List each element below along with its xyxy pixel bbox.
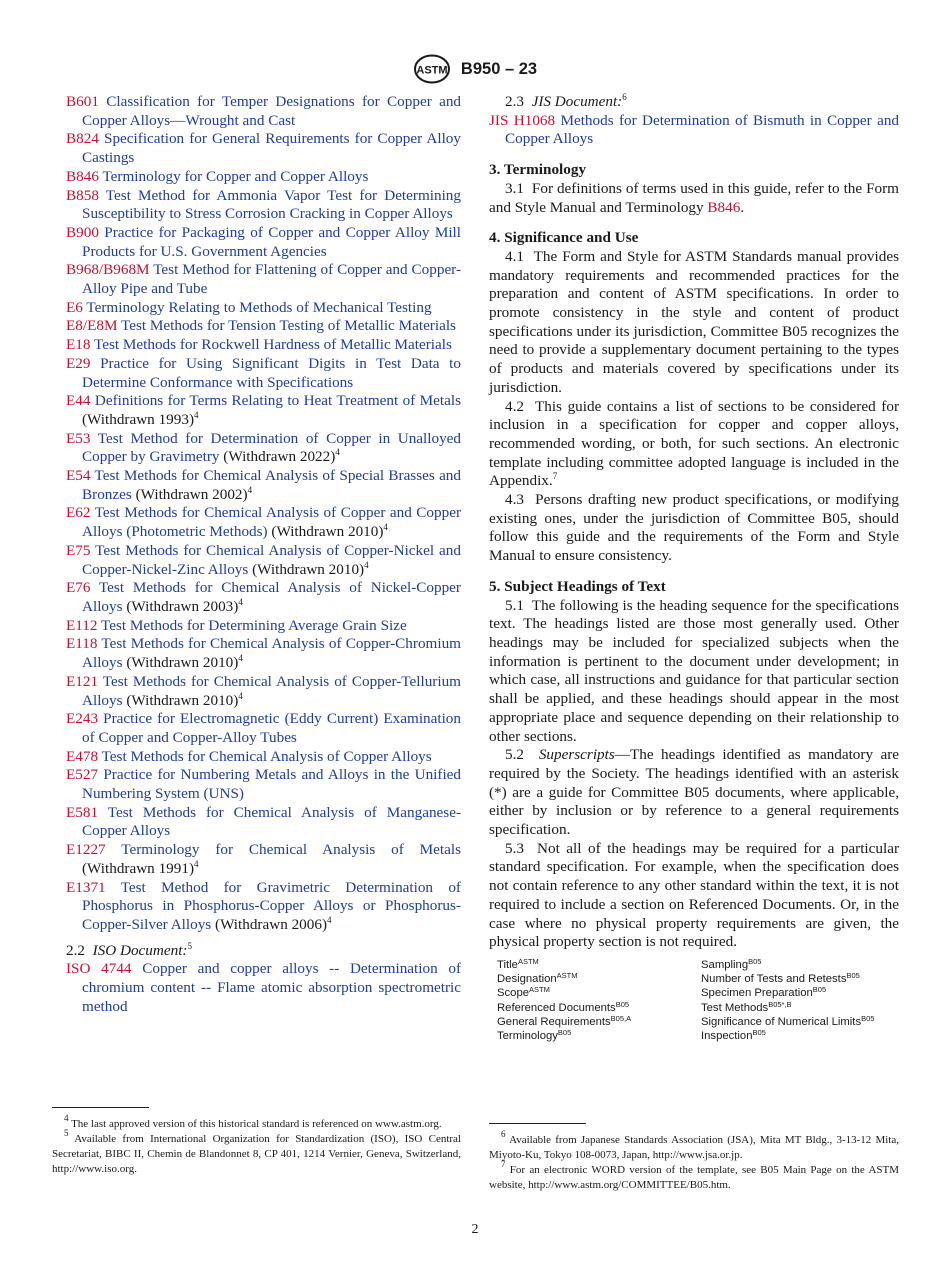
reference-item[interactable] xyxy=(66,430,461,467)
footnote-marker: 4 xyxy=(238,653,243,664)
page-number: 2 xyxy=(471,1222,479,1237)
reference-item[interactable] xyxy=(66,504,461,541)
reference-title[interactable]: Test Methods for Chemical Analysis of Manganese-Copper Alloys xyxy=(82,803,461,840)
footnote-rule xyxy=(52,1107,149,1108)
reference-code[interactable]: E527 xyxy=(66,766,99,784)
jis-section-heading: 2.3 JIS Document:$^6$ xyxy=(505,92,627,110)
reference-code[interactable]: E118 xyxy=(66,635,98,653)
paragraph-5-1: 5.1 The following is the heading sequence for the specifications text. The headings listed are those most generally used. Other headings may be included for specialized subjects when the information is pertinent to the document under development; in which case, all instructions and guidance for that particular section shall be applied, and these headings should appear in the most appropriate place and sequence depending on their relationship to other sections. xyxy=(489,596,899,745)
reference-item[interactable] xyxy=(66,317,461,336)
reference-title[interactable]: Test Methods for Determining Average Grain Size xyxy=(101,616,407,634)
iso-section-heading: 2.2 ISO Document:$^5$ xyxy=(66,940,192,959)
jis-reference[interactable]: JIS H1068 Methods for Determination of Bismuth in Copper and Copper Alloys xyxy=(489,111,900,148)
footnote-marker: 4 xyxy=(327,914,332,925)
reference-code[interactable]: E1371 xyxy=(66,878,106,896)
reference-title[interactable]: Test Method for Gravimetric Determination of Phosphorus in Phosphorus-Copper Alloys or Phosphorus-Copper-Silver Alloys xyxy=(82,878,461,933)
standard-designation: B950 – 23 xyxy=(460,59,538,78)
heading-entry: Number of Tests and Retests$^{B05}$ xyxy=(701,971,860,986)
reference-item[interactable] xyxy=(66,710,461,747)
footnote-marker: 4 xyxy=(383,522,388,533)
reference-title[interactable]: Classification for Temper Designations for Copper and Copper Alloys—Wrought and Cast xyxy=(82,93,462,129)
reference-item[interactable] xyxy=(66,130,461,167)
paragraph-3-1: 3.1 For definitions of terms used in this guide, refer to the Form and Style Manual and Terminology B846. xyxy=(489,179,899,216)
reference-item[interactable] xyxy=(66,748,461,767)
section-4-heading: 4. Significance and Use xyxy=(489,229,639,247)
heading-entry: Test Methods$^{B05*,B}$ xyxy=(701,999,792,1014)
reference-title[interactable]: Test Methods for Tension Testing of Metallic Materials xyxy=(121,317,456,335)
heading-entry: Scope$^{ASTM}$ xyxy=(497,985,550,1000)
reference-title[interactable]: Test Method for Ammonia Vapor Test for Determining Susceptibility to Stress Corrosion Cracking in Copper Alloys xyxy=(82,186,461,223)
reference-title[interactable]: Terminology for Copper and Copper Alloys xyxy=(102,167,369,185)
left-column xyxy=(66,93,461,1016)
reference-title[interactable]: Practice for Packaging of Copper and Copper Alloy Mill Products for U.S. Government Agencies xyxy=(82,223,461,260)
paragraph-5-3: 5.3 Not all of the headings may be required for a particular standard specification. For example, when the specification does not contain reference to any other standard within the text, it is not required to include a section on Referenced Documents. Or, in the case where no physical property requirements are given, the physical property section is not required. xyxy=(489,839,900,951)
footnote-marker: 4 xyxy=(364,559,369,570)
reference-code[interactable]: E76 xyxy=(66,579,91,597)
reference-code[interactable]: E1227 xyxy=(66,841,106,859)
reference-code[interactable]: E121 xyxy=(66,672,99,690)
reference-item[interactable] xyxy=(66,879,461,935)
reference-code[interactable]: E581 xyxy=(66,803,99,821)
headings-table xyxy=(489,958,899,1043)
reference-code[interactable]: E18 xyxy=(66,336,91,354)
reference-code[interactable]: B601 xyxy=(66,93,99,110)
reference-status: (Withdrawn 2010) xyxy=(252,560,365,578)
reference-title[interactable]: Test Methods for Chemical Analysis of Nickel-Copper Alloys xyxy=(82,579,461,615)
iso-reference[interactable]: ISO 4744 Copper and copper alloys -- Determination of chromium content -- Flame atomic absorption spectrometric method xyxy=(66,960,461,1015)
reference-item[interactable] xyxy=(66,617,461,636)
heading-entry: Specimen Preparation$^{B05}$ xyxy=(701,985,827,1000)
astm-logo-icon xyxy=(413,54,451,84)
reference-status: (Withdrawn 1991) xyxy=(82,859,194,877)
reference-title[interactable]: Test Method for Flattening of Copper and Copper-Alloy Pipe and Tube xyxy=(82,261,461,298)
reference-item[interactable] xyxy=(66,635,461,672)
footnote-marker: 4 xyxy=(194,858,199,869)
reference-status: (Withdrawn 2022) xyxy=(223,448,336,466)
reference-item[interactable] xyxy=(66,261,461,298)
paragraph-4-1: 4.1 The Form and Style for ASTM Standards manual provides mandatory requirements and recommended practices for the preparation and content of ASTM specifications. In order to promote consistency in the style and content of product specifications under its jurisdiction, Committee B05 recognizes the need to provide a supplementary document pertaining to the types of products and materials covered by specifications under its jurisdiction. xyxy=(489,247,899,396)
reference-title[interactable]: Test Methods for Chemical Analysis of Copper-Tellurium Alloys xyxy=(82,672,461,709)
footnote: $^6$ Available from Japanese Standards Association (JSA), Mita MT Bldg., 3-13-12 Mita, Miyoto-Ku, Tokyo 108-0073, Japan, http://www.jsa.or.jp. xyxy=(489,1129,899,1161)
reference-code[interactable]: E44 xyxy=(66,392,91,410)
reference-item[interactable] xyxy=(66,168,461,187)
footnote-marker: 4 xyxy=(194,409,199,420)
reference-code[interactable]: B824 xyxy=(66,130,99,148)
reference-code[interactable]: E29 xyxy=(66,354,91,372)
footnote-marker: 4 xyxy=(238,596,243,607)
footnotes-left xyxy=(52,1107,461,1177)
page-header xyxy=(0,54,950,84)
reference-item[interactable] xyxy=(66,224,461,261)
reference-code[interactable]: E62 xyxy=(66,504,91,522)
reference-item[interactable] xyxy=(66,579,461,616)
reference-code[interactable]: E6 xyxy=(66,298,83,316)
paragraph-4-2: 4.2 This guide contains a list of sections to be considered for inclusion in a specification for copper and copper alloys, recommended wording, or both, for such sections. An electronic template including committee adopted language is included in the Appendix.$^7$ xyxy=(489,397,899,490)
footnotes-right xyxy=(489,1123,899,1193)
reference-code[interactable]: E112 xyxy=(66,616,98,634)
reference-code[interactable]: B858 xyxy=(66,186,99,204)
reference-item[interactable] xyxy=(66,804,461,841)
right-column xyxy=(489,93,899,1043)
reference-item[interactable] xyxy=(66,841,461,878)
paragraph-4-3: 4.3 Persons drafting new product specifications, or modifying existing ones, under the jurisdiction of Committee B05, should follow this guide and the requirements of the Form and Style Manual to ensure consistency. xyxy=(489,491,899,565)
reference-status: (Withdrawn 2006) xyxy=(215,915,328,933)
reference-title[interactable]: Test Methods for Chemical Analysis of Copper-Nickel and Copper-Nickel-Zinc Alloys xyxy=(82,541,461,578)
reference-code[interactable]: B968/B968M xyxy=(66,261,150,279)
reference-item[interactable] xyxy=(66,299,461,318)
footnote-marker: 4 xyxy=(247,484,253,495)
reference-code[interactable]: E75 xyxy=(66,541,91,559)
reference-title[interactable]: Terminology for Chemical Analysis of Metals xyxy=(121,841,461,859)
terminology-link[interactable]: B846 xyxy=(707,198,741,216)
reference-code[interactable]: E8/E8M xyxy=(66,317,118,335)
reference-code[interactable]: E243 xyxy=(66,710,99,728)
heading-entry: Referenced Documents$^{B05}$ xyxy=(497,999,630,1014)
footnote-marker: 4 xyxy=(335,447,340,458)
reference-item[interactable] xyxy=(66,187,461,224)
footnote: $^7$ For an electronic WORD version of the template, see B05 Main Page on the ASTM website, http://www.astm.org/COMMITTEE/B05.htm. xyxy=(489,1159,900,1191)
heading-entry: Inspection$^{B05}$ xyxy=(701,1027,766,1042)
reference-item[interactable] xyxy=(66,766,461,803)
reference-title[interactable]: Test Methods for Chemical Analysis of Copper and Copper Alloys (Photometric Methods) xyxy=(82,504,462,541)
paragraph-5-2: 5.2 Superscripts—The headings identified as mandatory are required by the Society. The headings identified with an asterisk (*) are a guide for Committee B05 documents, where applicable, either by inclusion or by reference to a general requirements specification. xyxy=(489,746,899,839)
reference-code[interactable]: B846 xyxy=(66,167,99,185)
reference-item[interactable] xyxy=(66,93,461,130)
heading-entry: Designation$^{ASTM}$ xyxy=(497,971,578,986)
reference-item[interactable] xyxy=(66,336,461,355)
reference-item[interactable] xyxy=(66,355,461,392)
heading-entry: Significance of Numerical Limits$^{B05}$ xyxy=(701,1013,875,1028)
section-5-heading: 5. Subject Headings of Text xyxy=(489,577,666,595)
reference-item[interactable] xyxy=(66,467,461,504)
reference-title[interactable]: Test Methods for Chemical Analysis of Copper-Chromium Alloys xyxy=(82,635,461,672)
reference-title[interactable]: Practice for Electromagnetic (Eddy Current) Examination of Copper and Copper-Alloy Tubes xyxy=(82,710,461,746)
reference-title[interactable]: Practice for Using Significant Digits in Test Data to Determine Conformance with Specifications xyxy=(82,354,461,391)
reference-status: (Withdrawn 1993) xyxy=(82,410,194,428)
reference-item[interactable] xyxy=(66,392,461,429)
reference-item[interactable] xyxy=(66,542,461,579)
reference-code[interactable]: E53 xyxy=(66,429,91,447)
reference-title[interactable]: Test Methods for Rockwell Hardness of Metallic Materials xyxy=(94,336,452,354)
referenced-documents-list xyxy=(66,93,461,935)
reference-title[interactable]: Test Methods for Chemical Analysis of Copper Alloys xyxy=(101,747,432,765)
heading-entry: Terminology$^{B05}$ xyxy=(497,1027,572,1042)
reference-status: (Withdrawn 2010) xyxy=(126,691,239,709)
heading-entry: General Requirements$^{B05,A}$ xyxy=(497,1013,632,1028)
reference-code[interactable]: E54 xyxy=(66,467,91,485)
footnote: $^5$ Available from International Organization for Standardization (ISO), ISO Central Secretariat, BIBC II, Chemin de Blandonnet 8, CP 401, 1214 Vernier, Geneva, Switzerland, http://www.iso.org. xyxy=(52,1128,461,1175)
footnote-marker: 4 xyxy=(238,690,243,701)
footnote-rule xyxy=(489,1123,586,1124)
reference-title[interactable]: Terminology Relating to Methods of Mechanical Testing xyxy=(86,298,432,316)
heading-entry: Title$^{ASTM}$ xyxy=(497,956,539,971)
reference-status: (Withdrawn 2003) xyxy=(126,597,239,615)
reference-title[interactable]: Test Method for Determination of Copper in Unalloyed Copper by Gravimetry xyxy=(82,429,462,466)
reference-title[interactable]: Specification for General Requirements for Copper Alloy Castings xyxy=(82,130,461,167)
reference-status: (Withdrawn 2010) xyxy=(271,523,384,541)
reference-status: (Withdrawn 2002) xyxy=(135,485,248,503)
reference-title[interactable]: Practice for Numbering Metals and Alloys in the Unified Numbering System (UNS) xyxy=(82,766,462,803)
reference-item[interactable] xyxy=(66,673,461,710)
footnote: $^4$ The last approved version of this historical standard is referenced on www.astm.org. xyxy=(64,1113,442,1130)
heading-entry: Sampling$^{B05}$ xyxy=(701,956,762,971)
reference-code[interactable]: B900 xyxy=(66,223,99,241)
reference-code[interactable]: E478 xyxy=(66,747,99,765)
reference-title[interactable]: Definitions for Terms Relating to Heat Treatment of Metals xyxy=(94,392,462,410)
reference-title[interactable]: Test Methods for Chemical Analysis of Special Brasses and Bronzes xyxy=(82,467,461,503)
reference-status: (Withdrawn 2010) xyxy=(126,654,239,672)
section-3-heading: 3. Terminology xyxy=(489,161,587,179)
svg-text:ASTM: ASTM xyxy=(416,64,448,77)
